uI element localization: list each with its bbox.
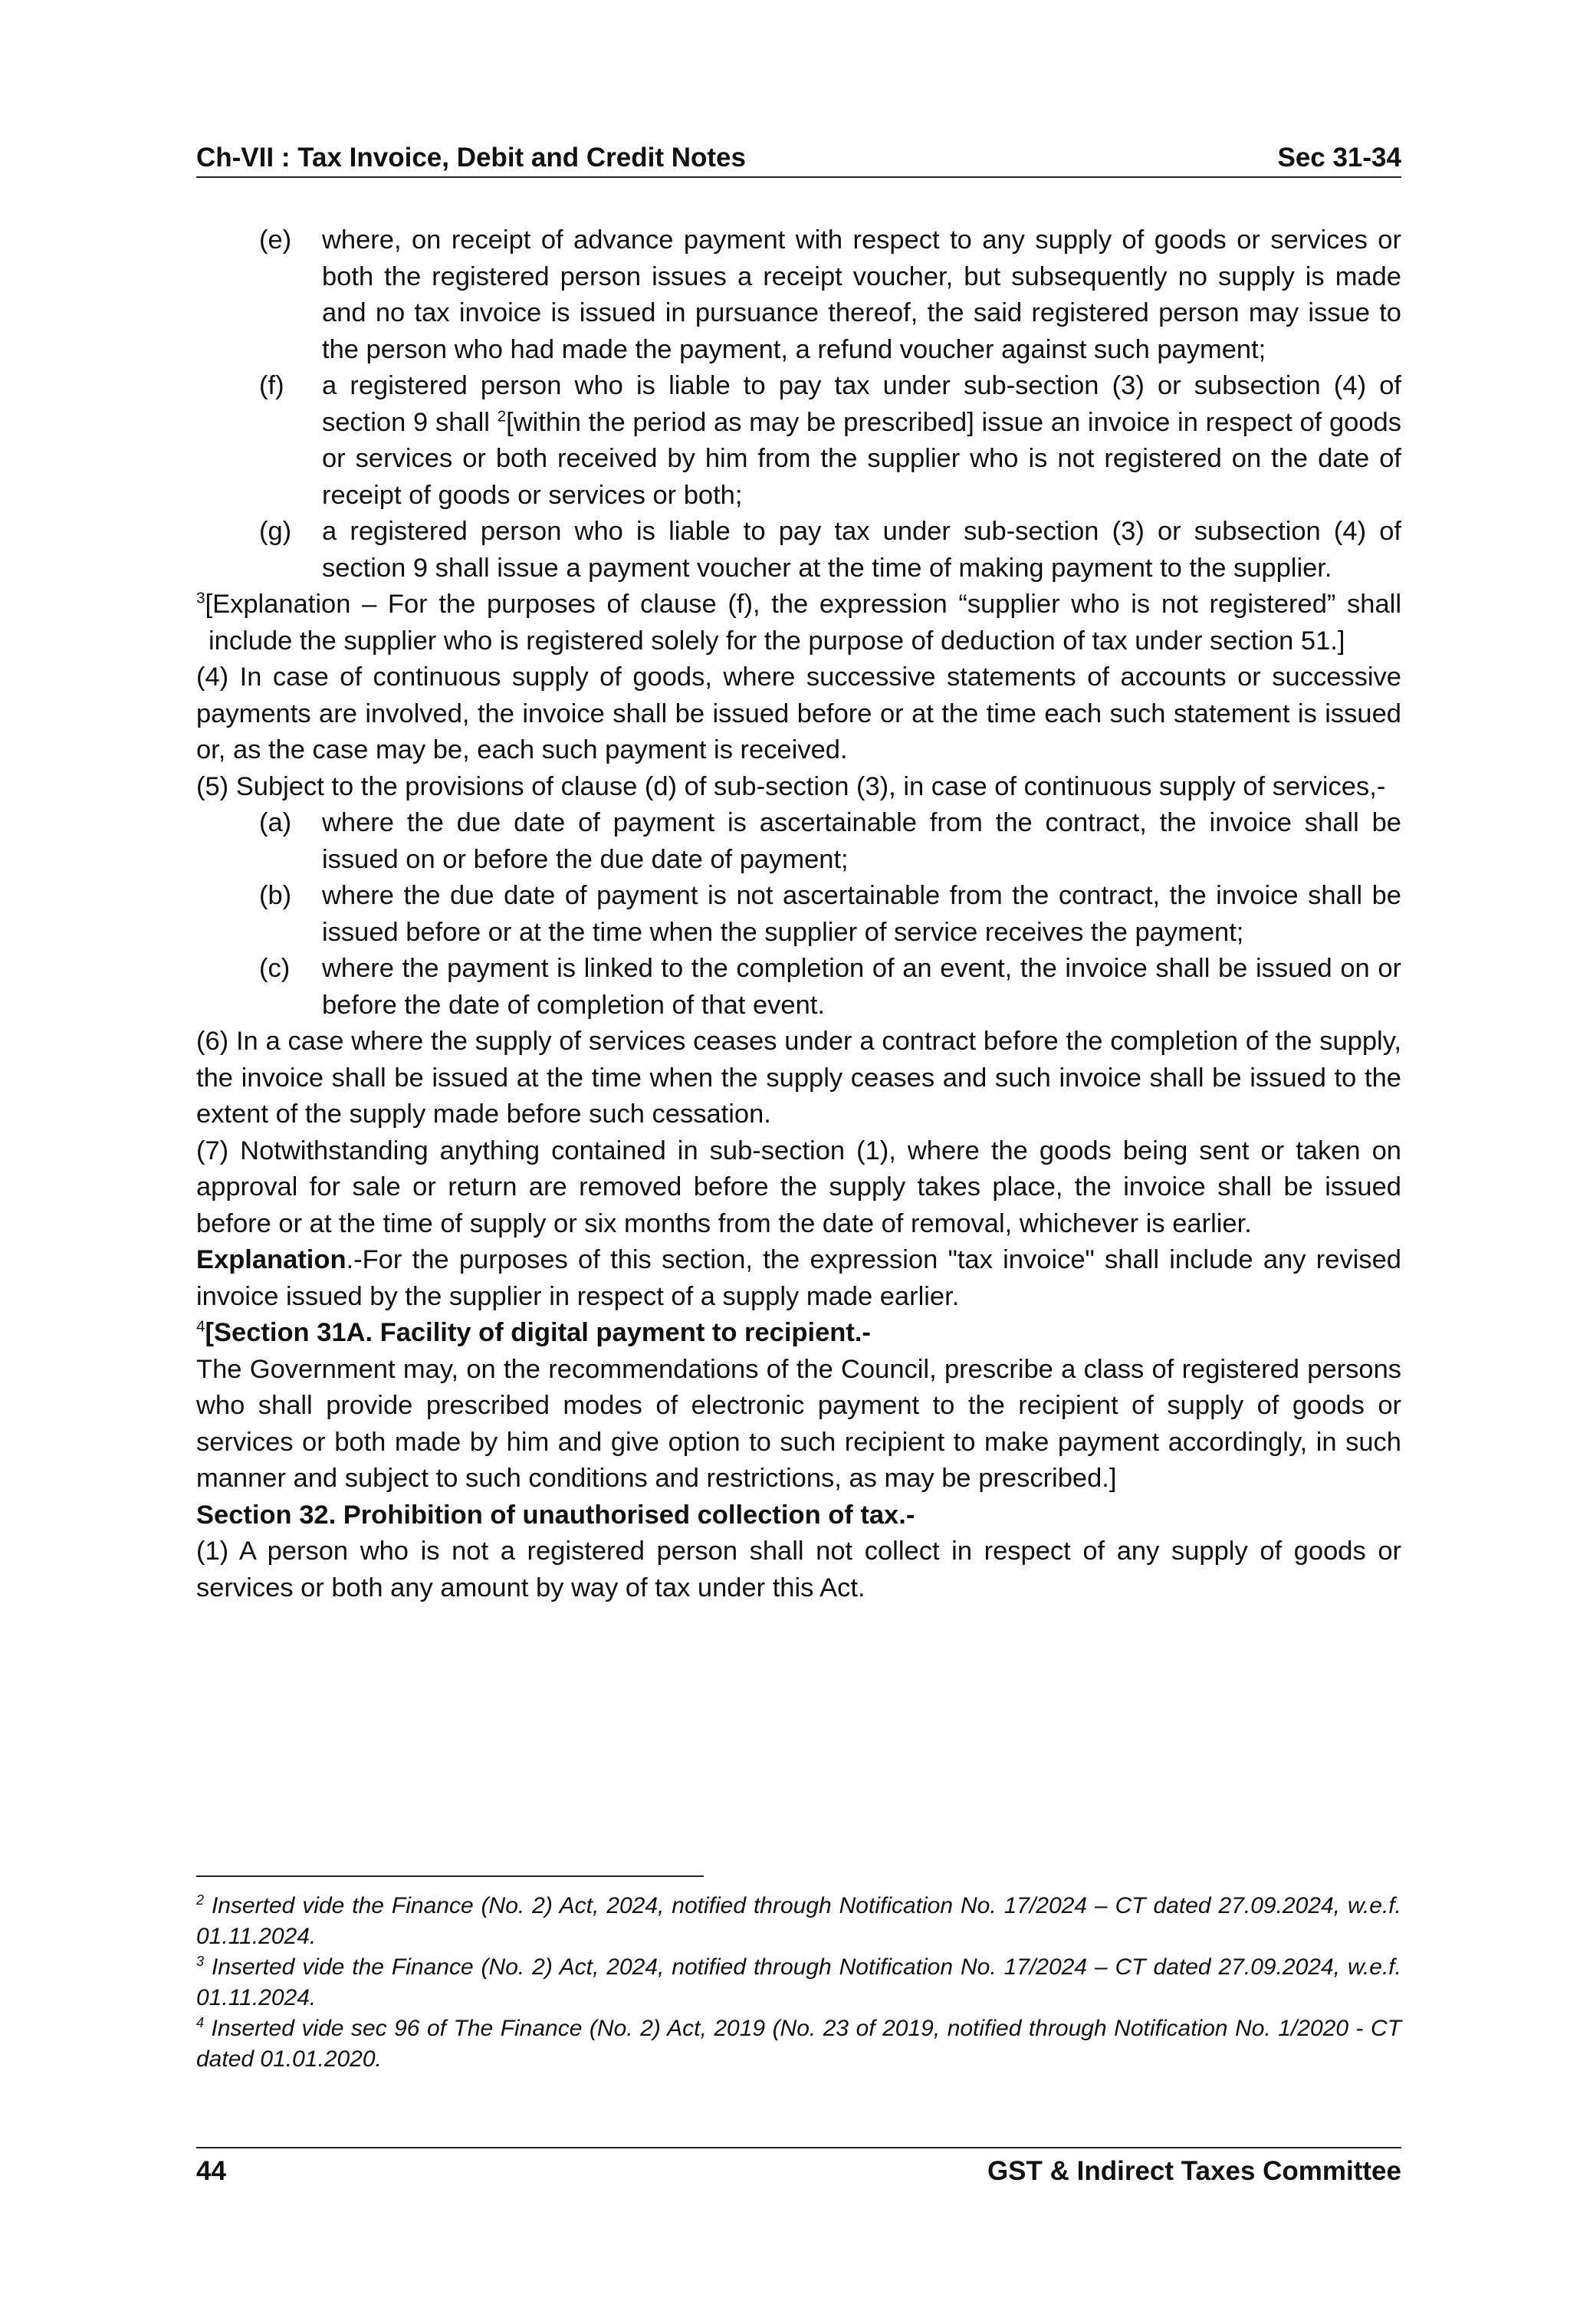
footnote-number: 4 — [196, 2015, 205, 2030]
clause-5b — [196, 878, 1401, 951]
section-32-heading: Section 32. Prohibition of unauthorised collection of tax.- — [196, 1500, 915, 1530]
sub-section-6: (6) In a case where the supply of services ceases under a contract before the completion of the supply, the invoice shall be issued at the time when the supply ceases and such invoice shall be issued to the extent of the supply made before such cessation. — [196, 1027, 1401, 1129]
clause-label: (f) — [259, 371, 284, 400]
clause-5c — [196, 951, 1401, 1024]
section-31a-heading — [196, 1315, 1401, 1352]
clause-text: where the payment is linked to the completion of an event, the invoice shall be issued on or before the date of completion of that event. — [322, 954, 1401, 1020]
clause-text: [within the period as may be prescribed] issue an invoice in respect of goods or services or both received by him from the supplier who is not registered on the date of receipt of goods or services or both; — [322, 407, 1401, 510]
clause-f — [196, 368, 1401, 514]
footnote-text: Inserted vide the Finance (No. 2) Act, 2024, notified through Notification No. 17/2024 – CT dated 27.09.2024, w.e.f. 01.11.2024. — [196, 1954, 1401, 2010]
footnote — [196, 2013, 1401, 2075]
section-31a-text: The Government may, on the recommendations of the Council, prescribe a class of registered persons who shall provide prescribed modes of electronic payment to the recipient of supply of goods or services or both made by him and give option to such recipient to make payment accordingly, in such manner and subject to such conditions and restrictions, as may be prescribed.] — [196, 1354, 1401, 1493]
explanation-text: .-For the purposes of this section, the expression "tax invoice" shall include any revised invoice issued by the supplier in respect of a supply made earlier. — [196, 1245, 1401, 1311]
clause-text: a registered person who is liable to pay tax under sub-section (3) or subsection (4) of section 9 shall — [322, 371, 1401, 437]
sub-section-7: (7) Notwithstanding anything contained in sub-section (1), where the goods being sent or taken on approval for sale or return are removed before the supply takes place, the invoice shall be issued before or at the time of supply or six months from the date of removal, whichever is earlier. — [196, 1136, 1401, 1238]
footnote-ref: 3 — [196, 589, 205, 607]
clause-text: where the due date of payment is ascertainable from the contract, the invoice shall be issued on or before the due date of payment; — [322, 808, 1401, 874]
page-number: 44 — [196, 2156, 226, 2186]
footnote — [196, 1891, 1401, 1952]
running-footer — [196, 2147, 1401, 2185]
section-range: Sec 31-34 — [1277, 143, 1401, 173]
committee-name: GST & Indirect Taxes Committee — [987, 2156, 1401, 2186]
clause-g — [196, 514, 1401, 587]
running-header — [196, 140, 1401, 178]
clause-label: (b) — [259, 881, 292, 910]
section-32-sub-1: (1) A person who is not a registered person shall not collect in respect of any supply of goods or services or both any amount by way of tax under this Act. — [196, 1537, 1401, 1602]
sub-section-4: (4) In case of continuous supply of goods, where successive statements of accounts or successive payments are involved, the invoice shall be issued before or at the time each such statement is issued or, as the case may be, each such payment is received. — [196, 662, 1401, 764]
footnote — [196, 1952, 1401, 2013]
clause-text: where, on receipt of advance payment with respect to any supply of goods or services or both the registered person issues a receipt voucher, but subsequently no supply is made and no tax invoice is issued in pursuance thereof, the said registered person may issue to the person who had made the payment, a refund voucher against such payment; — [322, 225, 1401, 364]
explanation-label: Explanation — [196, 1245, 347, 1274]
chapter-title: Ch-VII : Tax Invoice, Debit and Credit Notes — [196, 143, 746, 173]
explanation-clause-f — [196, 587, 1401, 659]
explanation-text: [Explanation – For the purposes of clause (f), the expression “supplier who is not registered” shall include the supplier who is registered solely for the purpose of deduction of tax under section 51.] — [205, 590, 1401, 656]
clause-label: (c) — [259, 954, 291, 983]
footnote-divider — [196, 1875, 704, 1877]
footnote-number: 2 — [196, 1892, 205, 1908]
clause-text: a registered person who is liable to pay tax under sub-section (3) or subsection (4) of section 9 shall issue a payment voucher at the time of making payment to the supplier. — [322, 517, 1401, 583]
section-explanation — [196, 1242, 1401, 1315]
clause-e — [196, 222, 1401, 368]
clause-label: (g) — [259, 517, 292, 546]
main-content — [196, 222, 1401, 1606]
footnotes — [196, 1891, 1401, 2075]
footnote-number: 3 — [196, 1954, 205, 1969]
footnote-ref: 2 — [497, 407, 507, 425]
sub-section-5: (5) Subject to the provisions of clause (d) of sub-section (3), in case of continuous supply of services,- — [196, 771, 1386, 801]
clause-label: (e) — [259, 225, 292, 255]
clause-5a — [196, 805, 1401, 878]
footnote-ref: 4 — [196, 1317, 205, 1336]
footnote-text: Inserted vide sec 96 of The Finance (No. 2) Act, 2019 (No. 23 of 2019, notified through Notification No. 1/2020 - CT dated 01.01.2020. — [196, 2016, 1401, 2072]
heading-text: [Section 31A. Facility of digital payment to recipient.- — [205, 1318, 871, 1347]
footnote-text: Inserted vide the Finance (No. 2) Act, 2024, notified through Notification No. 17/2024 – CT dated 27.09.2024, w.e.f. 01.11.2024. — [196, 1893, 1401, 1949]
clause-label: (a) — [259, 808, 292, 837]
clause-text: where the due date of payment is not ascertainable from the contract, the invoice shall be issued before or at the time when the supplier of service receives the payment; — [322, 881, 1401, 947]
